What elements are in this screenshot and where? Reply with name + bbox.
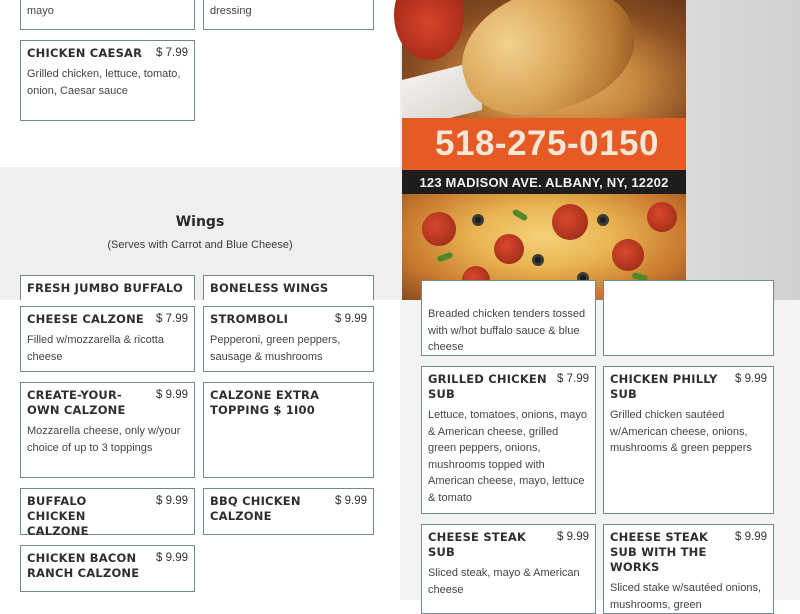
phone-banner	[402, 118, 686, 170]
address: 123 MADISON AVE. ALBANY, NY, 12202	[419, 174, 669, 190]
menu-card-buffalo-chicken-calzone[interactable]	[20, 488, 195, 538]
item-price: $ 9.99	[735, 531, 767, 543]
item-description: mayo	[27, 4, 54, 17]
brochure-image	[402, 0, 686, 300]
menu-photo	[400, 0, 800, 300]
item-description: Grilled chicken, lettuce, tomato, onion, Caesar sauce	[27, 68, 181, 97]
item-description: Sliced steak, mayo & American cheese	[428, 567, 580, 596]
item-name: BONELESS WINGS	[210, 281, 329, 295]
item-name: FRESH JUMBO BUFFALO	[27, 281, 183, 295]
item-name: CALZONE EXTRA TOPPING $ 1I00	[210, 388, 320, 417]
item-name: CHEESE CALZONE	[27, 312, 144, 326]
item-name: CHEESE STEAK SUB WITH THE WORKS	[610, 530, 709, 574]
item-description: Grilled chicken sautéed w/American cheese, onions, mushrooms & green peppers	[610, 409, 752, 454]
menu-card-chicken-philly-sub[interactable]	[603, 366, 774, 514]
item-name: BUFFALO CHICKEN CALZONE	[27, 494, 89, 538]
menu-card-partial[interactable]	[421, 280, 596, 356]
menu-card-stromboli[interactable]	[203, 306, 374, 372]
item-description: Filled w/mozzarella & ricotta cheese	[27, 334, 164, 363]
item-name: CHICKEN PHILLY SUB	[610, 372, 718, 401]
menu-card-partial[interactable]	[603, 280, 774, 356]
menu-card-partial[interactable]	[20, 0, 195, 30]
item-name: CHICKEN CAESAR	[27, 46, 143, 60]
item-description: Pepperoni, green peppers, sausage & mushrooms	[210, 334, 341, 363]
menu-card-cheese-steak-sub-with-the-works[interactable]	[603, 524, 774, 614]
item-name: STROMBOLI	[210, 312, 289, 326]
item-price: $ 9.99	[156, 389, 188, 401]
wings-section	[0, 167, 400, 300]
calzone-photo	[402, 0, 686, 118]
item-name: CHEESE STEAK SUB	[428, 530, 527, 559]
menu-panel-calzones	[0, 300, 400, 600]
item-price: $ 7.99	[156, 313, 188, 325]
item-price: $ 9.99	[735, 373, 767, 385]
item-price: $ 7.99	[557, 373, 589, 385]
item-name: CREATE-YOUR-OWN CALZONE	[27, 388, 126, 417]
menu-card-create-your-own-calzone[interactable]	[20, 382, 195, 478]
menu-card-cheese-calzone[interactable]	[20, 306, 195, 372]
address-banner	[402, 170, 686, 194]
menu-panel-subs	[400, 300, 800, 611]
item-description: dressing	[210, 4, 252, 17]
item-description: Mozzarella cheese, only w/your choice of up to 3 toppings	[27, 425, 181, 454]
menu-card-cheese-steak-sub[interactable]	[421, 524, 596, 614]
item-name: GRILLED CHICKEN SUB	[428, 372, 547, 401]
item-price: $ 7.99	[156, 47, 188, 59]
menu-panel-salads	[0, 0, 400, 300]
menu-card-bbq-chicken-calzone[interactable]	[203, 488, 374, 535]
phone-number: 518-275-0150	[435, 124, 659, 163]
item-price: $ 9.99	[335, 313, 367, 325]
menu-card-chicken-caesar[interactable]	[20, 40, 195, 121]
item-price: $ 9.99	[156, 495, 188, 507]
item-description: Breaded chicken tenders tossed with w/hot buffalo sauce & blue cheese	[428, 308, 586, 353]
menu-card-chicken-bacon-ranch-calzone[interactable]	[20, 545, 195, 592]
item-price: $ 9.99	[557, 531, 589, 543]
section-subtitle: (Serves with Carrot and Blue Cheese)	[107, 239, 293, 251]
item-name: CHICKEN BACON RANCH CALZONE	[27, 551, 140, 580]
item-description: Sliced stake w/sautéed onions, mushrooms, green	[610, 582, 762, 611]
item-price: $ 9.99	[156, 552, 188, 564]
section-title: Wings	[175, 214, 225, 230]
item-description: Lettuce, tomatoes, onions, mayo & American cheese, grilled green peppers, onions, mushrooms topped with American cheese, mayo, lettuce & tomato	[428, 409, 587, 504]
menu-card-grilled-chicken-sub[interactable]	[421, 366, 596, 514]
item-price: $ 9.99	[335, 495, 367, 507]
menu-card-calzone-extra-topping[interactable]	[203, 382, 374, 478]
item-name: BBQ CHICKEN CALZONE	[210, 494, 301, 523]
menu-card-partial[interactable]	[203, 0, 374, 30]
